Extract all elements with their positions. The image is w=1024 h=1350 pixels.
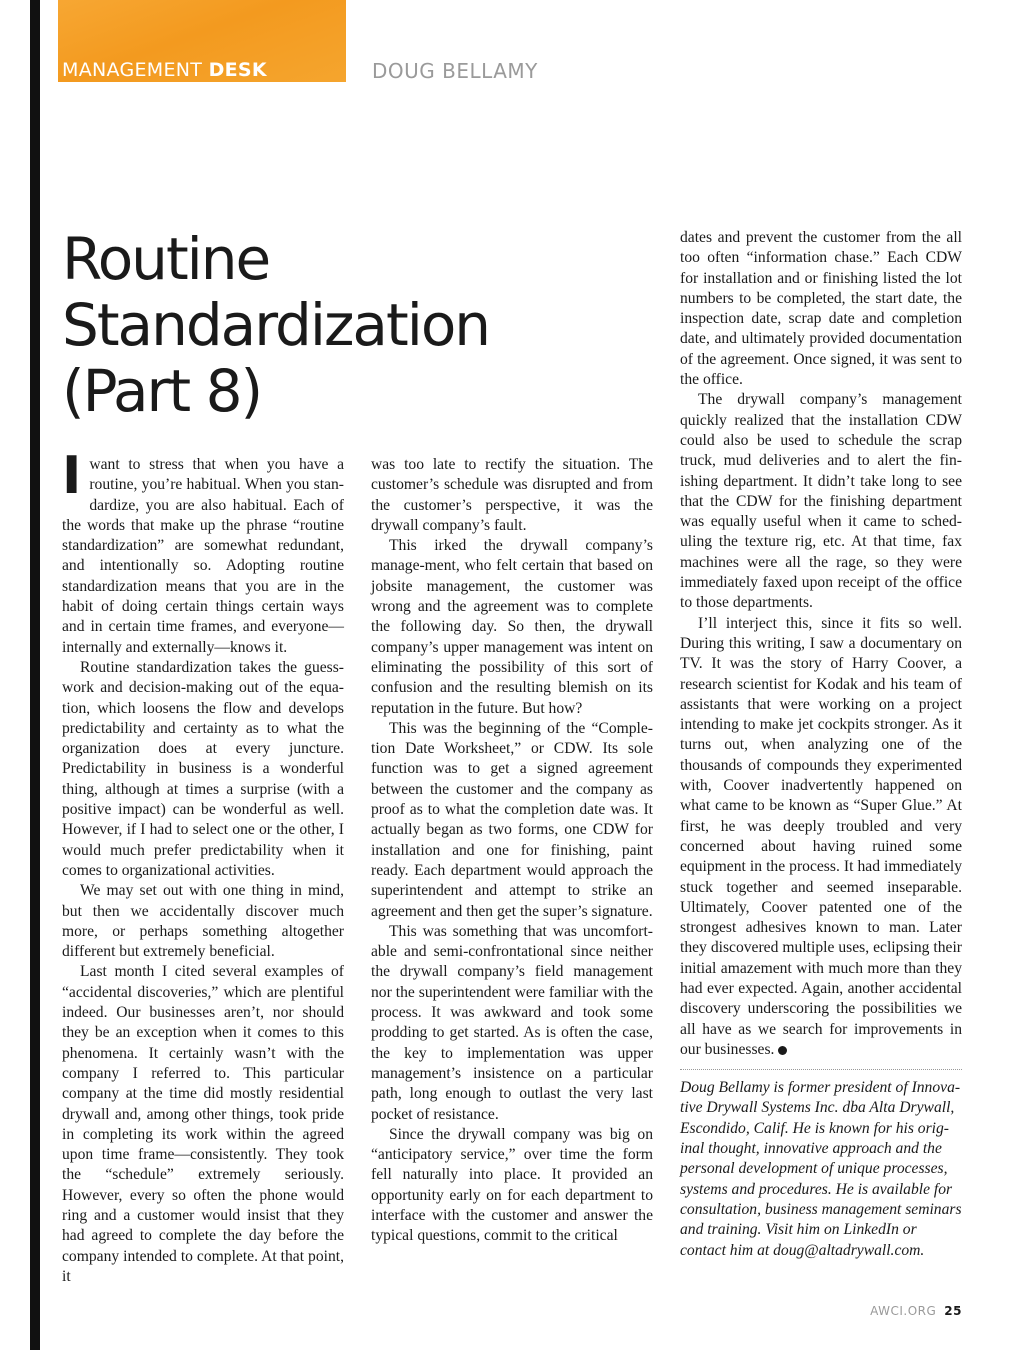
paragraph: Routine standardization takes the guess-work and decision-making out of the equa-tion, which loosens the flow and develops predictability and certainty as to what the organization does at every juncture. Predictability in business is a wonderful thing, although at times a surprise (with a positive impact) can be wonderful as well. However, if I had to select one or the other, I would much prefer predictability when it comes to organizational activities. bbox=[62, 658, 344, 879]
paragraph-text: I’ll interject this, since it fits so well. During this writing, I saw a documentary on TV. It was the story of Harry Coover, a research scientist for Kodak and his team of assistants that were working on a project intending to make jet cockpits stronger. As it turns out, when analyzing one of the thousands of compounds they experimented with, Coover inadvertently happened on what came to be known as “Super Glue.” At first, he was deeply troubled and very concerned about having ruined some equipment in the process. It had immediately stuck together and seemed inseparable. Ultimately, Coover patented one of the strongest adhesives known to man. Later they discovered multiple uses, eclipsing their initial amazement with much more than they had ever expected. Again, another accidental discovery underscoring the possibilities we all have as we search for improvements in our businesses. bbox=[680, 614, 962, 1058]
author-bio: Doug Bellamy is former president of Innova-tive Drywall Systems Inc. dba Alta Drywall, Escondido, Calif. He is known for his orig-inal thought, innovative approach and the personal development of unique processes, systems and procedures. He is available for consultation, business management seminars and training. Visit him on LinkedIn or contact him at doug@altadrywall.com. bbox=[680, 1079, 962, 1259]
section-label-bold: DESK bbox=[208, 59, 267, 81]
author-header: DOUG BELLAMY bbox=[372, 59, 538, 83]
paragraph: This was something that was uncomfort-able and semi-confrontational since neither the drywall company’s field management nor the superintendent were familiar with the process. It was awkward and took some prodding to get started. As is often the case, the key to implementation was upper management’s insistence on a particular path, long enough to outlast the very last pocket of resistance. bbox=[371, 922, 653, 1123]
paragraph: We may set out with one thing in mind, but then we accidentally discover much more, or perhaps something altogether different but extremely beneficial. bbox=[62, 882, 344, 961]
paragraph: The drywall company’s management quickly realized that the installation CDW could also be used to schedule the scrap truck, mud deliveries and to alert the fin-ishing department. It didn’t take long to see that the CDW for the finishing department was equally useful when it came to sched-uling the texture rig, etc. At that time, fax machines were all the rage, so they were immediately faxed upon receipt of the office to those departments. bbox=[680, 391, 962, 612]
paragraph: was too late to rectify the situation. The customer’s schedule was disrupted and from the customer’s perspective, it was the drywall company’s fault. bbox=[371, 456, 653, 534]
end-of-article-icon bbox=[778, 1046, 787, 1055]
title-line-3: (Part 8) bbox=[62, 357, 262, 425]
paragraph: This irked the drywall company’s manage-ment, who felt certain that based on jobsite management, the customer was wrong and the agreement was to complete the following day. So then, the drywall company’s upper management was intent on eliminating the possibility of this sort of confusion and the resulting blemish on its reputation in the future. But how? bbox=[371, 537, 653, 717]
paragraph bbox=[680, 614, 962, 1061]
section-label bbox=[62, 61, 267, 80]
paragraph: dates and prevent the customer from the all too often “information chase.” Each CDW for installation and or finishing listed the lot numbers to be completed, the start date, the inspection date, scrap date and completion date, and ultimately provided documentation of the agreement. Once signed, it was sent to the office. bbox=[680, 229, 962, 389]
page-number: 25 bbox=[944, 1304, 962, 1318]
left-edge-bar bbox=[30, 0, 40, 1350]
paragraph bbox=[62, 446, 344, 658]
bio-divider bbox=[680, 1069, 962, 1070]
body-column-3 bbox=[680, 228, 962, 1261]
page-footer bbox=[870, 1304, 962, 1318]
article-title bbox=[62, 226, 532, 424]
paragraph: Since the drywall company was big on “anticipatory service,” over time the form fell naturally into place. It provided an opportunity early on for each department to interface with the customer and answer the typical questions, commit to the critical bbox=[371, 1125, 653, 1245]
body-column-2 bbox=[371, 455, 653, 1247]
footer-site: AWCI.ORG bbox=[870, 1304, 937, 1318]
paragraph: This was the beginning of the “Comple-tion Date Worksheet,” or CDW. Its sole function was to get a signed agreement between the customer and the company as proof as to what the completion date was. It actually began as two forms, one CDW for installation and one for finishing, paint ready. Each department would approach the superintendent and attempt to strike an agreement and then get the super’s signature. bbox=[371, 719, 653, 920]
title-line-2: Standardization bbox=[62, 291, 490, 359]
paragraph-text: want to stress that when you have a routine, you’re habitual. When you stan-dardize, you are also habitual. Each of the words that make up the phrase “routine standardization” are somewhat redundant, and intentionally so. Adopting routine standardization means that you are in the habit of doing certain things certain ways and in certain time frames, and everyone—internally and externally—knows it. bbox=[62, 456, 344, 656]
paragraph: Last month I cited several examples of “accidental discoveries,” which are plentiful indeed. Our businesses aren’t, nor should they be an exception when it comes to this phenomena. It certainly wasn’t with the company I referred to. This particular company at the time did mostly residential drywall and, among other things, took pride in completing its work within the agreed upon time frame—consistently. They took the “schedule” extremely seriously. However, every so often the phone would ring and a customer would insist that they had agreed to complete the day before the company intended to complete. At that point, it bbox=[62, 963, 344, 1285]
title-line-1: Routine bbox=[62, 225, 270, 293]
drop-cap: I bbox=[62, 446, 82, 506]
section-tab bbox=[58, 0, 346, 82]
section-label-light: MANAGEMENT bbox=[62, 59, 209, 81]
body-column-1 bbox=[62, 446, 344, 1287]
